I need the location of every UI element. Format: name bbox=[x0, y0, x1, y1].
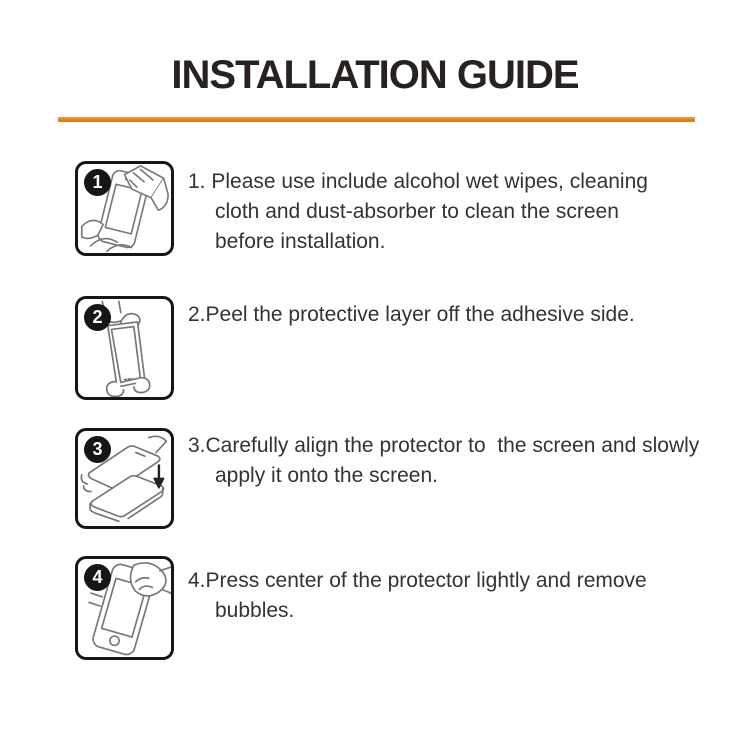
step-text-line: 1. Please use include alcohol wet wipes, cleaning bbox=[188, 170, 648, 193]
step-text-line: 4.Press center of the protector lightly and remove bbox=[188, 569, 647, 592]
step-text-line: cloth and dust-absorber to clean the screen bbox=[215, 200, 619, 223]
step-text-line: bubbles. bbox=[215, 599, 295, 622]
step-1-text bbox=[188, 167, 648, 257]
step-number-badge bbox=[84, 564, 111, 591]
step-text-line: 3.Carefully align the protector to the screen and slowly bbox=[188, 434, 700, 457]
step-2-text bbox=[188, 300, 635, 330]
step-number: 2 bbox=[92, 307, 103, 327]
step-1-illustration-box bbox=[75, 161, 174, 256]
step-number: 1 bbox=[92, 172, 103, 192]
step-3-illustration-box bbox=[75, 428, 174, 529]
step-text-line: apply it onto the screen. bbox=[215, 464, 438, 487]
step-4-text bbox=[188, 566, 647, 626]
title-divider-bar bbox=[58, 117, 695, 122]
step-number-badge bbox=[84, 304, 111, 331]
page-title: INSTALLATION GUIDE bbox=[171, 53, 579, 97]
step-number-badge bbox=[84, 436, 111, 463]
step-text-line: before installation. bbox=[215, 230, 386, 253]
step-number-badge bbox=[84, 169, 111, 196]
step-4-illustration-box bbox=[75, 556, 174, 660]
step-2-illustration-box bbox=[75, 296, 174, 400]
step-text-line: 2.Peel the protective layer off the adhesive side. bbox=[188, 303, 635, 326]
step-number: 4 bbox=[92, 567, 103, 587]
step-number: 3 bbox=[92, 439, 103, 459]
step-3-text bbox=[188, 431, 699, 491]
